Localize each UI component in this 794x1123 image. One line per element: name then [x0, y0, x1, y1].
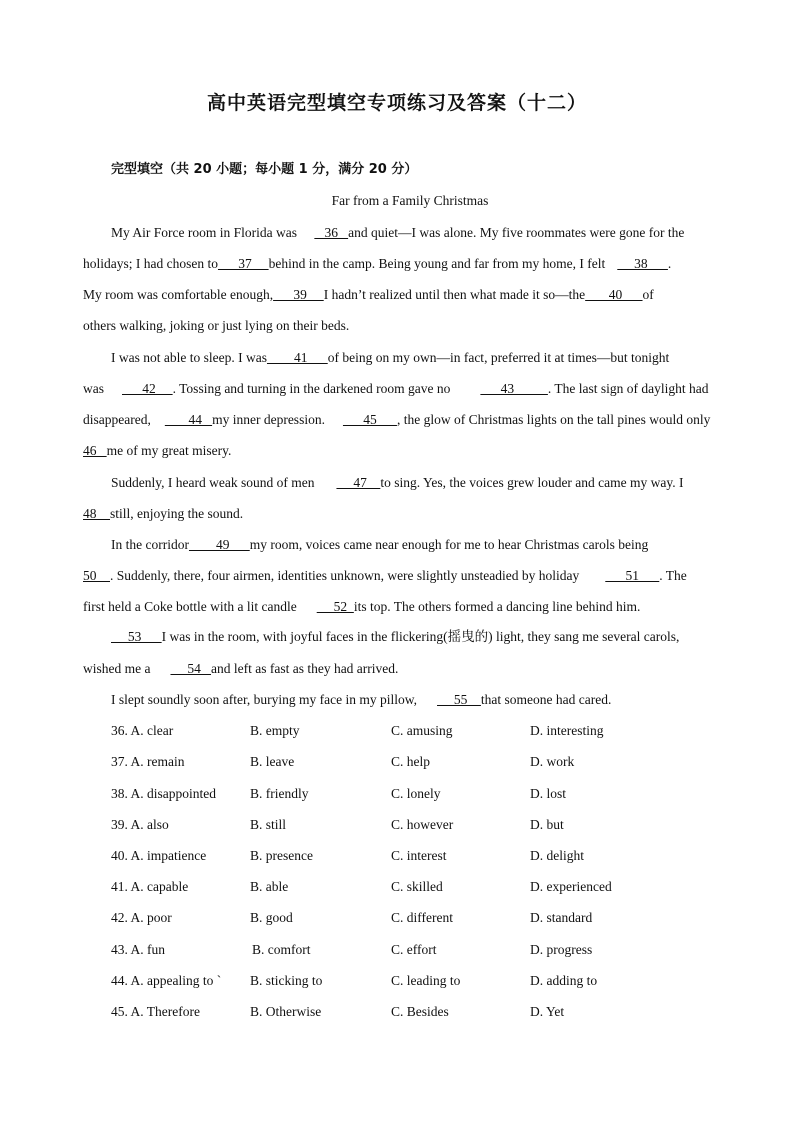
option-c: C. amusing — [391, 723, 453, 738]
option-b: B. empty — [250, 723, 300, 738]
passage-line: My room was comfortable enough, 39 I hadn’t realized until then what made it so—the 40 of — [83, 287, 654, 302]
option-d: D. progress — [530, 942, 593, 957]
answer-blank: 53 — [111, 629, 162, 644]
option-a: 43. A. fun — [111, 942, 165, 957]
answer-blank: 45 — [342, 412, 397, 427]
option-d: D. adding to — [530, 973, 598, 988]
section-heading: 完型填空（共 20 小题；每小题 1 分，满分 20 分） — [111, 162, 418, 177]
option-a: 37. A. remain — [111, 754, 185, 769]
option-a: 41. A. capable — [111, 879, 189, 894]
option-a: 38. A. disappointed — [111, 786, 216, 801]
option-c: C. skilled — [391, 879, 443, 894]
option-d: D. interesting — [530, 723, 604, 738]
option-b: B. able — [250, 879, 289, 894]
option-b: B. sticking to — [250, 973, 323, 988]
passage-line: disappeared, 44 my inner depression. 45 , the glow of Christmas lights on the tall pines would only — [83, 412, 711, 427]
passage-line: I slept soundly soon after, burying my face in my pillow, 55 that someone had cared. — [111, 692, 612, 707]
option-c: C. however — [391, 817, 454, 832]
option-c: C. Besides — [391, 1004, 449, 1019]
answer-blank: 46 — [83, 443, 107, 458]
option-b: B. comfort — [252, 942, 311, 957]
answer-blank: 42 — [122, 381, 173, 396]
option-b: B. presence — [250, 848, 313, 863]
answer-blank: 51 — [605, 568, 660, 583]
answer-blank: 50 — [83, 568, 110, 583]
passage-line: holidays; I had chosen to 37 behind in the camp. Being young and far from my home, I felt 38 . — [83, 256, 672, 271]
option-d: D. standard — [530, 910, 593, 925]
answer-blank: 39 — [273, 287, 324, 302]
passage-line: I was not able to sleep. I was 41 of being on my own—in fact, preferred it at times—but tonight — [111, 350, 670, 365]
passage-line: wished me a 54 and left as fast as they had arrived. — [83, 661, 399, 676]
option-d: D. lost — [530, 786, 567, 801]
option-d: D. but — [530, 817, 564, 832]
passage-line: 48 still, enjoying the sound. — [83, 506, 244, 521]
option-d: D. experienced — [530, 879, 612, 894]
answer-blank: 44 — [164, 412, 213, 427]
option-d: D. delight — [530, 848, 584, 863]
option-a: 45. A. Therefore — [111, 1004, 200, 1019]
answer-blank: 55 — [437, 692, 481, 707]
option-a: 42. A. poor — [111, 910, 172, 925]
passage-line: 50 . Suddenly, there, four airmen, identities unknown, were slightly unsteadied by holiday 51 . The — [83, 568, 687, 583]
option-c: C. lonely — [391, 786, 441, 801]
option-b: B. good — [250, 910, 293, 925]
option-a: 44. A. appealing to ` — [111, 973, 222, 988]
passage-line: 46 me of my great misery. — [83, 443, 232, 458]
answer-blank: 54 — [170, 661, 211, 676]
passage-line: Suddenly, I heard weak sound of men 47 to sing. Yes, the voices grew louder and came my way. I — [111, 475, 684, 490]
passage-line: 53 I was in the room, with joyful faces in the flickering(摇曳的) light, they sang me several carols, — [111, 629, 680, 644]
answer-blank: 52 — [316, 599, 354, 614]
option-b: B. leave — [250, 754, 295, 769]
passage-line: others walking, joking or just lying on their beds. — [83, 318, 350, 333]
option-a: 40. A. impatience — [111, 848, 207, 863]
answer-blank: 38 — [617, 256, 668, 271]
option-c: C. leading to — [391, 973, 461, 988]
option-d: D. Yet — [530, 1004, 565, 1019]
passage-line: was 42 . Tossing and turning in the darkened room gave no 43 . The last sign of daylight had — [83, 381, 709, 396]
option-b: B. Otherwise — [250, 1004, 322, 1019]
option-c: C. help — [391, 754, 430, 769]
answer-blank: 36 — [314, 225, 349, 240]
option-c: C. effort — [391, 942, 437, 957]
option-b: B. still — [250, 817, 287, 832]
answer-blank: 49 — [188, 537, 250, 552]
option-d: D. work — [530, 754, 575, 769]
passage-line: first held a Coke bottle with a lit candle 52 its top. The others formed a dancing line behind him. — [83, 599, 641, 614]
option-a: 36. A. clear — [111, 723, 174, 738]
option-a: 39. A. also — [111, 817, 169, 832]
passage-line: In the corridor 49 my room, voices came near enough for me to hear Christmas carols being — [111, 537, 649, 552]
option-b: B. friendly — [250, 786, 309, 801]
option-c: C. interest — [391, 848, 447, 863]
answer-blank: 41 — [266, 350, 328, 365]
passage-line: My Air Force room in Florida was 36 and quiet—I was alone. My five roommates were gone for the — [111, 225, 685, 240]
answer-blank: 37 — [217, 256, 269, 271]
passage-title: Far from a Family Christmas — [331, 193, 489, 208]
option-c: C. different — [391, 910, 453, 925]
answer-blank: 40 — [585, 287, 643, 302]
answer-blank: 48 — [83, 506, 110, 521]
page-title: 高中英语完型填空专项练习及答案（十二） — [206, 92, 587, 114]
answer-blank: 43 — [480, 381, 548, 396]
answer-blank: 47 — [336, 475, 381, 490]
